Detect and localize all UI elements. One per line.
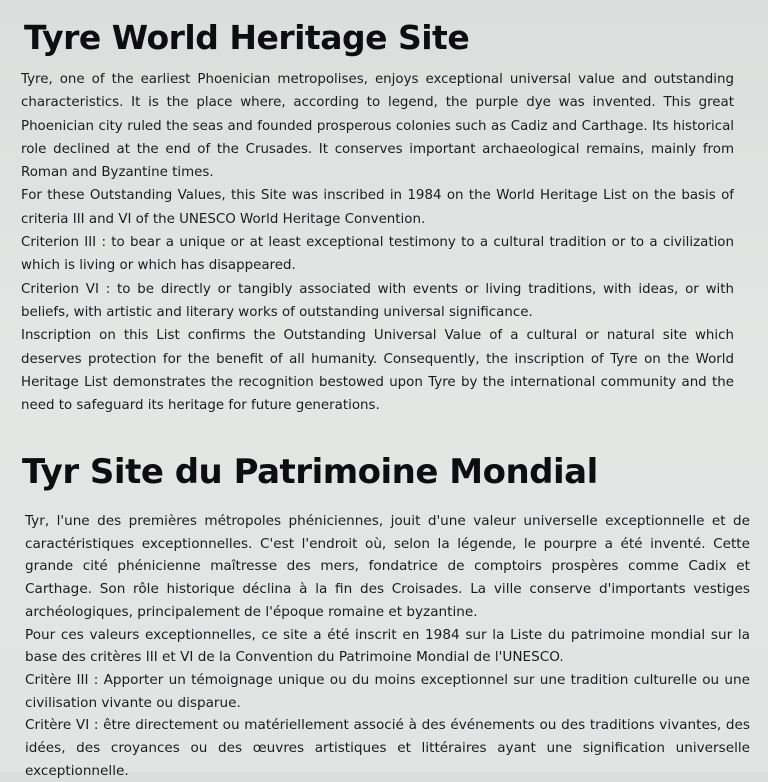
english-paragraph: Criterion III : to bear a unique or at least exceptional testimony to a cultural tradition or to a civilization which is living or which has disappeared. <box>21 235 734 274</box>
english-paragraph: Tyre, one of the earliest Phoenician metropolises, enjoys exceptional universal value and outstanding characteristics. It is the place where, according to legend, the purple dye was invented. This great Phoenician city ruled the seas and founded prosperous colonies such as Cadiz and Carthage. Its historical role declined at the end of the Crusades. It conserves important archaeological remains, mainly from Roman and Byzantine times. <box>21 72 734 181</box>
french-paragraph: Critère III : Apporter un témoignage unique ou du moins exceptionnel sur une tradition culturelle ou une civilisation vivante ou disparue. <box>25 671 750 711</box>
french-paragraph: Tyr, l'une des premières métropoles phéniciennes, jouit d'une valeur universelle exceptionnelle et de caractéristiques exceptionnelles. C'est l'endroit où, selon la légende, le pourpre a été inventé. Cette grande cité phénicienne maîtresse des mers, fondatrice de comptoirs prospères comme Cadix et Carthage. Son rôle historique déclina à la fin des Croisades. La ville conserve d'importants vestiges archéologiques, principalement de l'époque romaine et byzantine. <box>25 513 750 620</box>
english-paragraph: Criterion VI : to be directly or tangibly associated with events or living traditions, with ideas, or with beliefs, with artistic and literary works of outstanding universal significance. <box>21 281 734 320</box>
english-paragraph: For these Outstanding Values, this Site was inscribed in 1984 on the World Heritage List on the basis of criteria III and VI of the UNESCO World Heritage Convention. <box>21 188 734 227</box>
french-paragraph: Critère VI : être directement ou matériellement associé à des événements ou des traditions vivantes, des idées, des croyances ou des œuvres artistiques et littéraires ayant une signification universelle exceptionnelle. <box>25 717 750 779</box>
english-text <box>21 68 734 417</box>
french-text <box>25 510 750 782</box>
english-title: Tyre World Heritage Site <box>24 18 470 57</box>
french-title: Tyr Site du Patrimoine Mondial <box>22 452 598 492</box>
french-paragraph: Pour ces valeurs exceptionnelles, ce site a été inscrit en 1984 sur la Liste du patrimoine mondial sur la base des critères III et VI de la Convention du Patrimoine Mondial de l'UNESCO. <box>25 626 750 666</box>
english-paragraph: Inscription on this List confirms the Outstanding Universal Value of a cultural or natural site which deserves protection for the benefit of all humanity. Consequently, the inscription of Tyre on the World Heritage List demonstrates the recognition bestowed upon Tyre by the international community and the need to safeguard its heritage for future generations. <box>21 328 734 414</box>
